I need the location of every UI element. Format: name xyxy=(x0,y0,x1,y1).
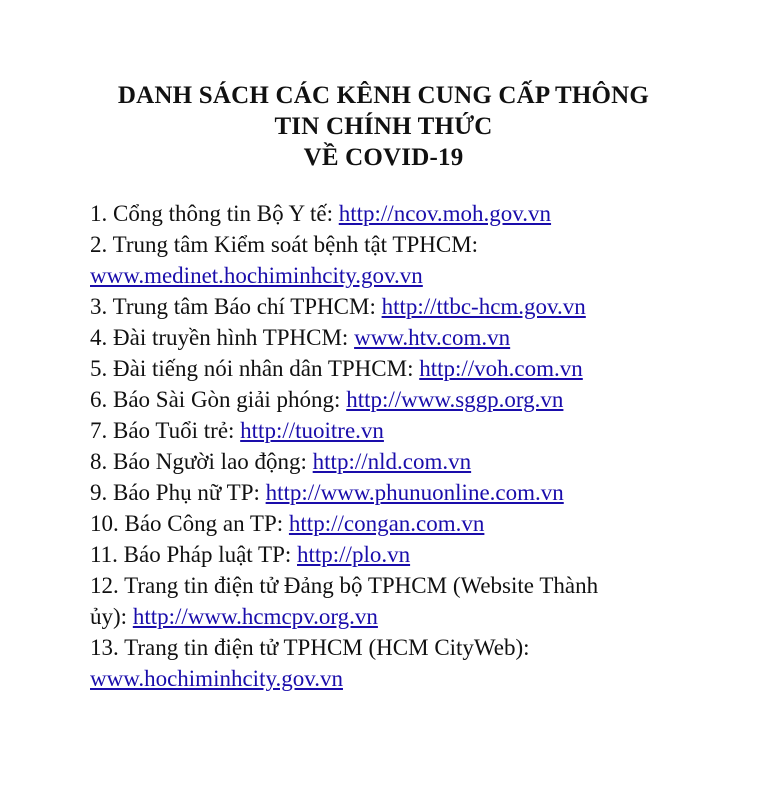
item-link[interactable]: http://voh.com.vn xyxy=(419,356,583,381)
item-link[interactable]: http://ncov.moh.gov.vn xyxy=(338,201,552,226)
list-item-2 xyxy=(90,229,690,291)
list-item-9 xyxy=(90,477,690,508)
item-label: 2. Trung tâm Kiểm soát bệnh tật TPHCM: xyxy=(90,232,479,257)
item-link[interactable]: http://tuoitre.vn xyxy=(240,418,384,443)
item-link[interactable]: http://www.hcmcpv.org.vn xyxy=(132,604,378,629)
item-label: 10. Báo Công an TP: xyxy=(90,511,289,536)
item-label: 9. Báo Phụ nữ TP: xyxy=(90,480,266,505)
list-item-13 xyxy=(90,632,690,694)
item-label: 3. Trung tâm Báo chí TPHCM: xyxy=(90,294,382,319)
item-label: 11. Báo Pháp luật TP: xyxy=(90,542,297,567)
list-item-6 xyxy=(90,384,690,415)
item-link[interactable]: www.hochiminhcity.gov.vn xyxy=(90,666,343,691)
title-line-1: DANH SÁCH CÁC KÊNH CUNG CẤP THÔNG xyxy=(117,82,650,109)
item-link[interactable]: http://congan.com.vn xyxy=(288,511,485,536)
item-link[interactable]: http://www.sggp.org.vn xyxy=(346,387,564,412)
item-link[interactable]: www.htv.com.vn xyxy=(354,325,511,350)
item-label: 4. Đài truyền hình TPHCM: xyxy=(90,325,355,350)
list-item-10 xyxy=(90,508,690,539)
item-label-continued: ủy): xyxy=(90,604,133,629)
list-item-7 xyxy=(90,415,690,446)
list-item-1 xyxy=(90,198,690,229)
item-label: 8. Báo Người lao động: xyxy=(90,449,313,474)
item-link[interactable]: http://plo.vn xyxy=(297,542,411,567)
item-link[interactable]: http://ttbc-hcm.gov.vn xyxy=(381,294,586,319)
item-label: 13. Trang tin điện tử TPHCM (HCM CityWeb): xyxy=(90,635,530,660)
title-line-3: VỀ COVID-19 xyxy=(303,144,464,171)
list-item-11 xyxy=(90,539,690,570)
list-item-5 xyxy=(90,353,690,384)
list-item-3 xyxy=(90,291,690,322)
item-label: 7. Báo Tuổi trẻ: xyxy=(90,418,241,443)
list-item-4 xyxy=(90,322,690,353)
item-label: 12. Trang tin điện tử Đảng bộ TPHCM (Website Thành xyxy=(90,573,599,598)
item-link[interactable]: http://www.phunuonline.com.vn xyxy=(265,480,564,505)
channel-list xyxy=(90,198,690,694)
item-label: 5. Đài tiếng nói nhân dân TPHCM: xyxy=(90,356,420,381)
list-item-12 xyxy=(90,570,690,632)
list-item-8 xyxy=(90,446,690,477)
item-label: 6. Báo Sài Gòn giải phóng: xyxy=(90,387,347,412)
page-title xyxy=(0,80,767,173)
title-line-2: TIN CHÍNH THỨC xyxy=(274,113,493,140)
item-link[interactable]: www.medinet.hochiminhcity.gov.vn xyxy=(90,263,423,288)
item-link[interactable]: http://nld.com.vn xyxy=(312,449,472,474)
item-label: 1. Cổng thông tin Bộ Y tế: xyxy=(90,201,339,226)
